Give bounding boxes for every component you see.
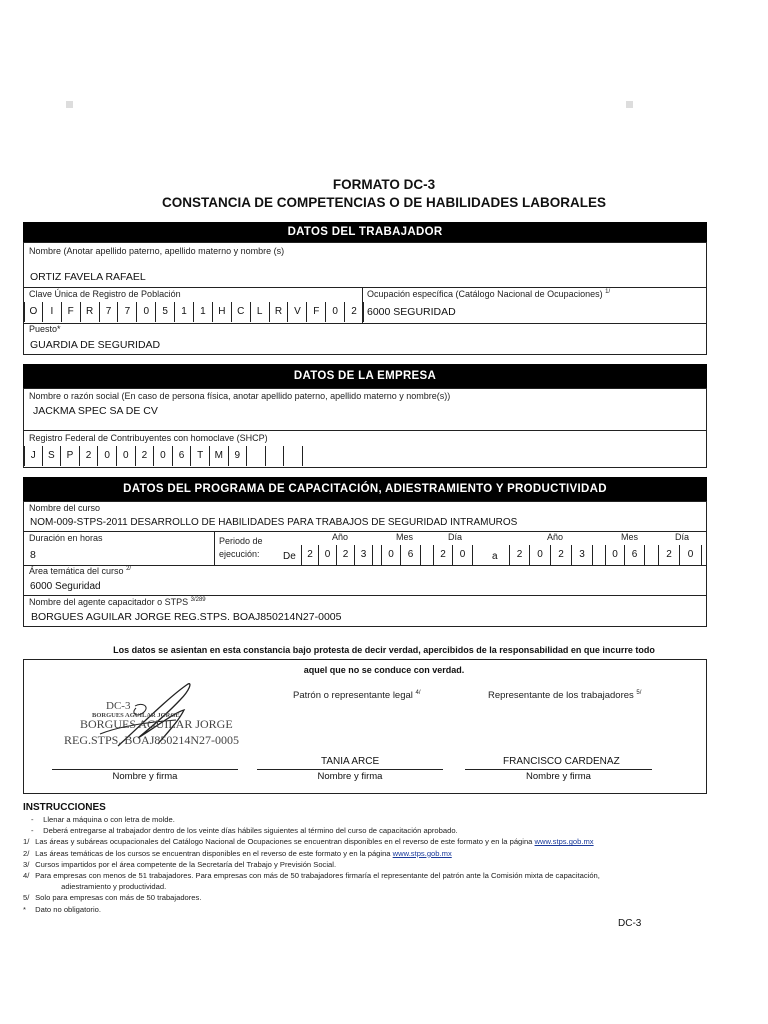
instruction-item: [23, 849, 600, 860]
instruction-mark: *: [23, 904, 26, 914]
area-value[interactable]: 6000 Seguridad: [30, 581, 101, 592]
instruction-mark: 2/: [23, 848, 30, 858]
instruction-text: Las áreas y subáreas ocupacionales del Catálogo Nacional de Ocupaciones se encuentran disponibles en el reverso de este formato y en la página: [33, 837, 535, 847]
signature-caption: Nombre y firma: [526, 771, 591, 782]
instruction-mark: 1/: [23, 837, 30, 847]
char-box[interactable]: 9: [229, 446, 248, 466]
char-box[interactable]: 3: [572, 545, 593, 565]
char-box[interactable]: 0: [137, 302, 156, 322]
instruction-mark: 4/: [23, 870, 30, 880]
mes-header: Mes: [621, 532, 639, 542]
char-box[interactable]: 0: [381, 545, 401, 565]
stamp-name: BORGUES AGUILAR JORGE: [80, 717, 233, 731]
curp-label: Clave Única de Registro de Población: [29, 289, 181, 299]
signature-line: [257, 769, 443, 770]
dia-header: Día: [675, 532, 690, 542]
instruction-mark: 3/: [23, 859, 30, 869]
char-box[interactable]: 6: [625, 545, 645, 565]
char-box[interactable]: 2: [136, 446, 155, 466]
ocupacion-label: Ocupación específica (Catálogo Nacional de Ocupaciones) $^{1/}$: [367, 289, 611, 299]
char-box[interactable]: R: [270, 302, 289, 322]
char-box[interactable]: 0: [680, 545, 702, 565]
instruction-item: [23, 860, 600, 871]
char-box[interactable]: 5: [156, 302, 175, 322]
stamp-reg: REG.STPS. BOAJ850214N27-0005: [64, 733, 240, 747]
a-dia-boxes[interactable]: [658, 545, 702, 565]
signature-caption: Nombre y firma: [317, 771, 383, 782]
char-box[interactable]: 0: [319, 545, 337, 565]
anio-header: Año: [547, 532, 564, 542]
stps-link[interactable]: www.stps.gob.mx: [534, 837, 594, 847]
char-box[interactable]: [247, 446, 266, 466]
area-label: Área temática del curso $^{2/}$: [29, 566, 132, 576]
nombre-value[interactable]: ORTIZ FAVELA RAFAEL: [30, 271, 146, 283]
a-mes-boxes[interactable]: [605, 545, 645, 565]
nombre-label: Nombre (Anotar apellido paterno, apellido materno y nombre (s): [29, 246, 285, 256]
dia-header: Día: [448, 532, 463, 542]
agente-label: Nombre del agente capacitador o STPS $^{3/289}$: [29, 597, 206, 607]
stamp-code: DC-3: [106, 700, 131, 712]
divider: [23, 531, 707, 532]
stamp-name-small: BORGUES AGUILAR JORGE: [92, 712, 180, 719]
char-box[interactable]: 0: [98, 446, 117, 466]
a-label: a: [492, 551, 498, 562]
char-box[interactable]: P: [61, 446, 80, 466]
char-box[interactable]: 0: [605, 545, 625, 565]
instruction-item: [23, 871, 600, 882]
char-box[interactable]: 6: [173, 446, 192, 466]
instruction-mark: -: [31, 815, 34, 824]
a-anio-boxes[interactable]: [509, 545, 593, 565]
puesto-value[interactable]: GUARDIA DE SEGURIDAD: [30, 339, 161, 351]
divider: [23, 595, 707, 596]
section-empresa-header: DATOS DE LA EMPRESA: [23, 364, 707, 388]
divider: [214, 531, 215, 565]
de-label: De: [283, 551, 296, 562]
de-mes-boxes[interactable]: [381, 545, 421, 565]
scan-mark: [66, 101, 73, 108]
rfc-label: Registro Federal de Contribuyentes con homoclave (SHCP): [29, 433, 268, 443]
char-box[interactable]: S: [43, 446, 62, 466]
curso-label: Nombre del curso: [29, 503, 101, 513]
char-box[interactable]: 7: [100, 302, 119, 322]
char-box[interactable]: 0: [453, 545, 473, 565]
char-box[interactable]: [266, 446, 285, 466]
char-box[interactable]: 0: [530, 545, 551, 565]
protesta-line-1: Los datos se asientan en esta constancia bajo protesta de decir verdad, apercibidos de la responsabilidad en que incurre todo: [113, 645, 655, 655]
char-box[interactable]: 0: [117, 446, 136, 466]
char-box[interactable]: F: [307, 302, 326, 322]
patron-label: Patrón o representante legal $^{4/}$: [293, 690, 421, 702]
periodo-label: ejecución:: [219, 549, 260, 559]
instrucciones-list: [23, 815, 600, 916]
instruction-item: [23, 905, 600, 916]
char-box[interactable]: M: [210, 446, 229, 466]
mes-header: Mes: [396, 532, 414, 542]
char-box[interactable]: L: [251, 302, 270, 322]
instruction-text: Cursos impartidos por el área competente de la Secretaría del Trabajo y Previsión Social.: [33, 859, 337, 869]
char-box[interactable]: J: [24, 446, 43, 466]
instruction-item: [23, 826, 600, 837]
divider: [23, 323, 707, 324]
patron-name: TANIA ARCE: [321, 756, 380, 767]
section-programa-header: DATOS DEL PROGRAMA DE CAPACITACIÓN, ADIESTRAMIENTO Y PRODUCTIVIDAD: [23, 477, 707, 501]
puesto-label: Puesto*: [29, 324, 61, 334]
char-box[interactable]: 2: [301, 545, 319, 565]
char-box[interactable]: 0: [326, 302, 345, 322]
divider: [23, 287, 707, 288]
razon-value[interactable]: JACKMA SPEC SA DE CV: [33, 405, 158, 417]
footer-code: DC-3: [618, 918, 642, 929]
instruction-text: Dato no obligatorio.: [33, 904, 101, 914]
periodo-label: Periodo de: [219, 536, 263, 546]
divider: [23, 430, 707, 431]
instrucciones-title: INSTRUCCIONES: [23, 802, 106, 813]
rep-label: Representante de los trabajadores $^{5/}$: [488, 690, 642, 702]
instruction-item: [23, 882, 600, 893]
char-box[interactable]: 2: [509, 545, 530, 565]
duracion-label: Duración en horas: [29, 533, 103, 543]
rfc-boxes[interactable]: [24, 446, 303, 466]
char-box[interactable]: R: [81, 302, 100, 322]
char-box[interactable]: 2: [433, 545, 453, 565]
char-box[interactable]: C: [232, 302, 251, 322]
duracion-value[interactable]: 8: [30, 549, 36, 561]
razon-label: Nombre o razón social (En caso de persona física, anotar apellido paterno, apellido materno y nombre(s)): [29, 391, 451, 401]
char-box[interactable]: V: [288, 302, 307, 322]
de-dia-boxes[interactable]: [433, 545, 473, 565]
char-box[interactable]: F: [62, 302, 81, 322]
signature-caption: Nombre y firma: [112, 771, 178, 782]
agente-value[interactable]: BORGUES AGUILAR JORGE REG.STPS. BOAJ850214N27-0005: [31, 611, 342, 623]
instruction-mark: -: [31, 826, 34, 836]
de-anio-boxes[interactable]: [301, 545, 373, 565]
instruction-text: Para empresas con menos de 51 trabajadores. Para empresas con más de 50 trabajadores firmaría el representante del patrón ante la Comisión mixta de capacitación,: [33, 870, 600, 880]
char-box[interactable]: 2: [658, 545, 680, 565]
char-box[interactable]: 7: [118, 302, 137, 322]
instruction-text: Solo para empresas con más de 50 trabajadores.: [33, 893, 202, 903]
char-box[interactable]: H: [213, 302, 232, 322]
char-box[interactable]: I: [43, 302, 62, 322]
ocupacion-value[interactable]: 6000 SEGURIDAD: [367, 306, 456, 318]
char-box[interactable]: 6: [401, 545, 421, 565]
char-box[interactable]: T: [191, 446, 210, 466]
char-box[interactable]: O: [24, 302, 43, 322]
char-box[interactable]: 1: [194, 302, 213, 322]
char-box[interactable]: 2: [80, 446, 99, 466]
signature-line: [52, 769, 238, 770]
instruction-mark: 5/: [23, 893, 30, 903]
char-box[interactable]: [284, 446, 303, 466]
char-box[interactable]: 0: [154, 446, 173, 466]
instruction-item: [23, 815, 600, 826]
anio-header: Año: [332, 532, 349, 542]
curp-boxes[interactable]: [24, 302, 364, 322]
form-subtitle: CONSTANCIA DE COMPETENCIAS O DE HABILIDADES LABORALES: [161, 195, 607, 210]
char-box[interactable]: 2: [337, 545, 355, 565]
scan-mark: [626, 101, 633, 108]
instruction-item: [23, 893, 600, 904]
protesta-line-2: aquel que no se conduce con verdad.: [303, 665, 465, 675]
stps-link[interactable]: www.stps.gob.mx: [392, 848, 452, 858]
signature-line: [465, 769, 652, 770]
curso-value[interactable]: NOM-009-STPS-2011 DESARROLLO DE HABILIDADES PARA TRABAJOS DE SEGURIDAD INTRAMUROS: [30, 517, 518, 528]
instruction-text: Llenar a máquina o con letra de molde.: [41, 815, 175, 824]
char-box[interactable]: 2: [551, 545, 572, 565]
section-trabajador-header: DATOS DEL TRABAJADOR: [23, 222, 707, 242]
instruction-item: [23, 837, 600, 848]
instruction-text: Deberá entregarse al trabajador dentro de los veinte días hábiles siguientes al término del curso de capacitación aprobado.: [41, 826, 458, 836]
instruction-text: adiestramiento y productividad.: [59, 882, 167, 892]
instruction-text: Las áreas temáticas de los cursos se encuentran disponibles en el reverso de este formato y en la página: [33, 848, 393, 858]
char-box[interactable]: 3: [355, 545, 373, 565]
form-title: FORMATO DC-3: [332, 177, 436, 192]
rep-name: FRANCISCO CARDENAZ: [503, 756, 620, 767]
char-box[interactable]: 1: [175, 302, 194, 322]
char-box[interactable]: 2: [345, 302, 364, 322]
